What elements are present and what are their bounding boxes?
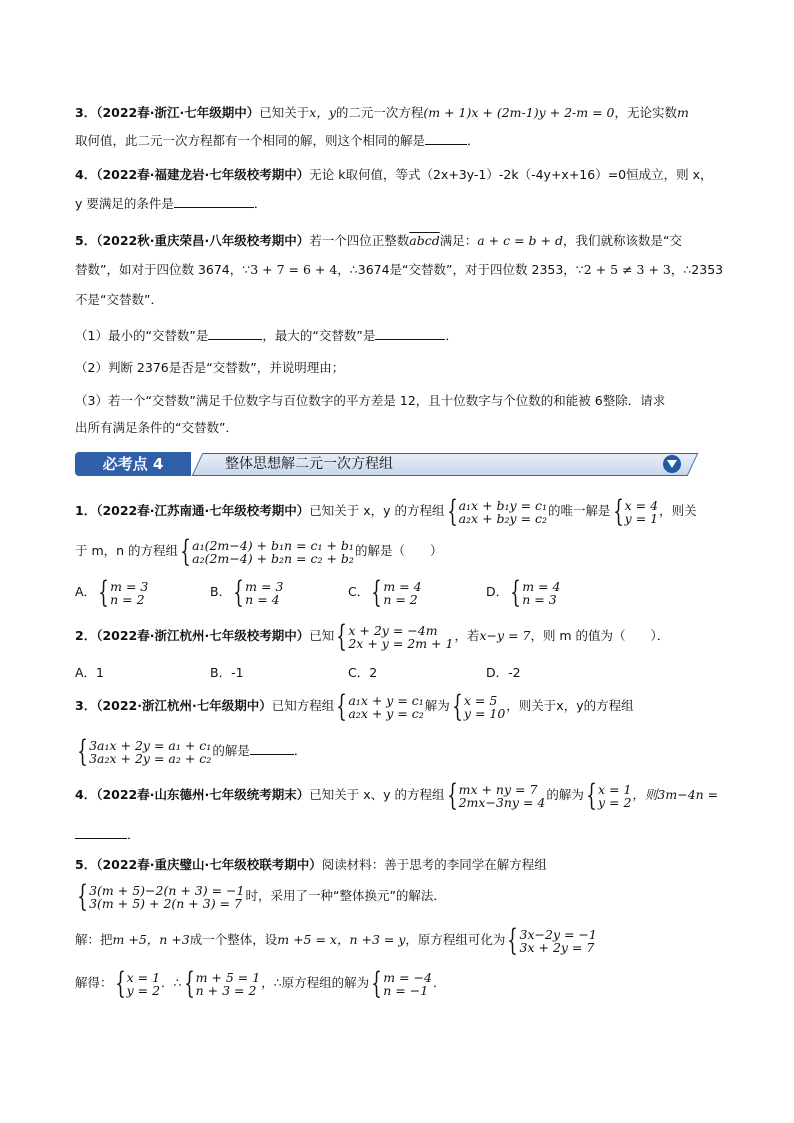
brace: {: [612, 493, 624, 529]
question-text: 已知关于 x，y 的方程组: [309, 503, 445, 518]
solution-system: [183, 965, 261, 1001]
q5-line3: [75, 292, 163, 308]
system-row: 3(m + 5)−2(n + 3) = −1: [89, 882, 245, 898]
brace: {: [114, 965, 126, 1001]
brace: {: [371, 574, 383, 610]
equation-system: [335, 618, 454, 654]
option-text: D．-2: [486, 665, 521, 680]
question-text: 已知: [309, 628, 335, 643]
system-row: m = 3: [110, 578, 149, 594]
question-text: 若一个四位正整数: [309, 233, 410, 248]
system-row: a₁x + y = c₁: [348, 692, 424, 708]
math-expr: m +5 = x，n +3 = y: [277, 932, 406, 947]
question-text: ，则3m−4n =: [632, 787, 719, 802]
punct: ．: [445, 328, 458, 343]
brace: {: [452, 688, 463, 724]
equation-system: [76, 733, 212, 769]
question-text: 解：把: [75, 932, 113, 947]
question-text: （3）若一个“交替数”满足千位数字与百位数字的平方差是 12，且十位数字与个位数的和能被 6整除．请求: [75, 393, 666, 408]
system-row: a₂x + b₂y = c₂: [458, 510, 548, 526]
question-text: ，∴原方程组的解为: [261, 975, 370, 990]
system-row: a₂x + y = c₂: [348, 705, 424, 721]
banner-tag-text: 必考点 4: [102, 455, 164, 473]
system-row: 2x + y = 2m + 1: [348, 635, 454, 651]
brace: {: [180, 533, 191, 569]
s2-line1: [75, 618, 670, 654]
system-row: n = 2: [110, 591, 145, 607]
question-source: （2022秋·重庆荣昌·八年级校考期中）: [96, 233, 310, 248]
brace: {: [336, 618, 348, 654]
q5-line1: [75, 233, 682, 249]
system-row: x = 1: [597, 781, 632, 797]
q4-line1: [75, 167, 713, 183]
s4-line2: [75, 826, 140, 843]
answer-blank[interactable]: [250, 742, 294, 755]
brace: {: [233, 574, 244, 610]
question-number: 3．: [75, 698, 97, 713]
s1-option-d[interactable]: [486, 574, 561, 610]
question-text: 的解是: [212, 743, 250, 758]
question-text: ，最大的“交替数”是: [262, 328, 376, 343]
question-text: ．∴: [161, 975, 182, 990]
punct: ．: [127, 827, 140, 842]
question-text: ，∴2353: [670, 262, 724, 277]
overline-number: abcd: [409, 233, 440, 248]
s1-line1: [75, 493, 697, 529]
chevron-down-icon[interactable]: [663, 455, 681, 473]
question-text: ，则关: [659, 503, 697, 518]
punct: ．: [293, 743, 307, 758]
system-row: 3x + 2y = 7: [519, 939, 595, 955]
solution-system: [585, 777, 632, 813]
section-banner: [75, 452, 615, 476]
question-text: 的解为: [546, 787, 584, 802]
option-label: A．: [75, 584, 97, 599]
brace: {: [371, 965, 382, 1001]
system-row: mx + ny = 7: [458, 781, 538, 797]
brace: {: [586, 777, 597, 813]
equation: a + c = b + d: [477, 233, 563, 248]
question-number: 5．: [75, 857, 97, 872]
question-text: ，无论实数: [614, 105, 677, 120]
q4-line2: [75, 195, 266, 212]
equation: 2 + 5 ≠ 3 + 3: [583, 262, 671, 277]
question-number: 3．: [75, 105, 97, 120]
question-text: 的唯一解是: [548, 503, 611, 518]
q5-part2: [75, 360, 344, 376]
question-text: ，∴3674是“交替数”，对于四位数 2353，∵: [337, 262, 584, 277]
system-row: a₂(2m−4) + b₂n = c₂ + b₂: [192, 550, 354, 566]
answer-blank[interactable]: [425, 132, 467, 145]
s2-option-d[interactable]: [486, 665, 521, 681]
equation: (m + 1)x + (2m-1)y + 2-m = 0: [423, 105, 615, 120]
s5-line4: [75, 965, 446, 1001]
punct: ．: [467, 133, 480, 148]
q5-part3b: [75, 420, 238, 436]
question-text: 取何值，此二元一次方程都有一个相同的解，则这个相同的解是: [75, 133, 426, 148]
question-text: 的二元一次方程: [335, 105, 424, 120]
question-text: 不是“交替数”．: [75, 292, 163, 307]
question-text: ，若: [454, 628, 480, 643]
equation: 3 + 7 = 6 + 4: [250, 262, 338, 277]
system-row: n = 3: [522, 591, 557, 607]
q3-line1: [75, 105, 689, 121]
equation-system: [446, 777, 546, 813]
equation-system: [506, 922, 597, 958]
s1-option-c[interactable]: [348, 574, 423, 610]
question-text: 已知方程组: [271, 698, 335, 713]
question-text: ，原方程组可化为: [405, 932, 506, 947]
system-row: m = 4: [522, 578, 561, 594]
option-text: B．-1: [210, 665, 244, 680]
system-row: n = 2: [383, 591, 418, 607]
brace: {: [77, 733, 88, 769]
q3-line2: [75, 132, 480, 149]
question-source: （2022·浙江杭州·七年级期中）: [96, 698, 272, 713]
system-row: y = 2: [126, 982, 161, 998]
q5-line2: [75, 262, 723, 278]
question-source: （2022春·山东德州·七年级统考期末）: [96, 787, 310, 802]
system-row: 2mx−3ny = 4: [458, 794, 546, 810]
system-row: x = 4: [624, 497, 659, 513]
question-text: y 要满足的条件是: [75, 196, 174, 211]
question-text: 已知关于 x、y 的方程组: [309, 787, 445, 802]
system-row: m = 3: [245, 578, 284, 594]
question-text: （1）最小的“交替数”是: [75, 328, 209, 343]
question-text: 时，采用了一种“整体换元”的解法．: [245, 888, 446, 903]
system-row: a₁(2m−4) + b₁n = c₁ + b₁: [192, 537, 354, 553]
question-number: 5．: [75, 233, 97, 248]
system-row: n = −1: [383, 982, 429, 998]
option-system: [97, 574, 149, 610]
math-expr: x，y: [309, 105, 336, 120]
brace: {: [77, 878, 88, 914]
question-source: （2022春·浙江·七年级期中）: [96, 105, 260, 120]
question-text: 无论 k取何值，等式（2x+3y-1）-2k（-4y+x+16）=0恒成立，则 x，: [309, 167, 713, 182]
question-number: 4．: [75, 787, 97, 802]
system-row: 3a₂x + 2y = a₂ + c₂: [89, 750, 212, 766]
punct: ．: [432, 975, 446, 990]
s3-line1: [75, 688, 634, 724]
system-row: 3(m + 5) + 2(n + 3) = 7: [89, 895, 242, 911]
system-row: m = −4: [383, 969, 432, 985]
option-text: A．1: [75, 665, 105, 680]
system-row: y = 2: [597, 794, 632, 810]
question-text: ，则关于x，y的方程组: [506, 698, 634, 713]
question-text: 的解是（ ）: [354, 543, 443, 558]
equation: x−y = 7: [479, 628, 531, 643]
q5-part1: [75, 327, 458, 344]
q5-part3a: [75, 393, 665, 409]
option-system: [232, 574, 284, 610]
punct: ．: [253, 196, 267, 211]
system-row: m + 5 = 1: [195, 969, 261, 985]
system-row: n + 3 = 2: [195, 982, 257, 998]
system-row: y = 1: [624, 510, 659, 526]
math-expr: m +5，n +3: [112, 932, 190, 947]
system-row: 3a₁x + 2y = a₁ + c₁: [89, 737, 212, 753]
option-label: D．: [486, 584, 509, 599]
question-text: 成一个整体，设: [189, 932, 278, 947]
equation-system: [179, 533, 354, 569]
brace: {: [98, 574, 109, 610]
question-text: ，我们就称该数是“交: [562, 233, 682, 248]
brace: {: [507, 922, 519, 958]
question-text: 解为: [424, 698, 450, 713]
question-source: （2022春·福建龙岩·七年级校考期中）: [96, 167, 310, 182]
s2-option-a[interactable]: [75, 665, 104, 681]
solution-system: [370, 965, 432, 1001]
question-text: 解得：: [75, 975, 113, 990]
brace: {: [510, 574, 521, 610]
brace: {: [446, 493, 458, 529]
system-row: y = 10: [463, 705, 506, 721]
option-system: [370, 574, 422, 610]
option-label: C．: [348, 584, 370, 599]
system-row: n = 4: [245, 591, 280, 607]
s5-line2: [75, 878, 446, 914]
question-text: 阅读材料：善于思考的李同学在解方程组: [321, 857, 547, 872]
equation-system: [446, 493, 548, 529]
s1-option-a[interactable]: [75, 574, 149, 610]
brace: {: [336, 688, 348, 724]
s5-line1: [75, 857, 547, 873]
brace: {: [446, 777, 458, 813]
question-number: 4．: [75, 167, 97, 182]
option-label: B．: [210, 584, 232, 599]
question-text: （2）判断 2376是否是“交替数”，并说明理由；: [75, 360, 345, 375]
solution-system: [451, 688, 506, 724]
question-text: 已知关于: [259, 105, 310, 120]
s3-line2: [75, 733, 307, 769]
question-number: 1．: [75, 503, 97, 518]
math-expr: m: [677, 105, 689, 120]
answer-blank[interactable]: [75, 826, 127, 839]
question-source: （2022春·重庆璧山·七年级校联考期中）: [96, 857, 322, 872]
question-text: ，则 m 的值为（ ）．: [530, 628, 670, 643]
s1-line2: [75, 533, 443, 569]
question-text: 出所有满足条件的“交替数”．: [75, 420, 238, 435]
banner-title: 整体思想解二元一次方程组: [225, 456, 393, 472]
solution-system: [612, 493, 659, 529]
system-row: 3x−2y = −1: [519, 926, 597, 942]
system-row: a₁x + b₁y = c₁: [458, 497, 548, 513]
answer-blank[interactable]: [208, 327, 262, 340]
option-system: [509, 574, 561, 610]
solution-system: [114, 965, 161, 1001]
answer-blank[interactable]: [375, 327, 445, 340]
s5-line3: [75, 922, 598, 958]
question-text: 于 m，n 的方程组: [75, 543, 179, 558]
system-row: x = 5: [463, 692, 498, 708]
brace: {: [183, 965, 195, 1001]
answer-blank[interactable]: [174, 195, 254, 208]
question-source: （2022春·浙江杭州·七年级校考期中）: [96, 628, 310, 643]
s2-option-c[interactable]: [348, 665, 377, 681]
equation-system: [76, 878, 245, 914]
s2-option-b[interactable]: [210, 665, 244, 681]
option-text: C．2: [348, 665, 378, 680]
s1-option-b[interactable]: [210, 574, 284, 610]
question-text: 满足：: [439, 233, 478, 248]
system-row: x + 2y = −4m: [348, 622, 438, 638]
s4-line1: [75, 777, 719, 813]
equation-system: [335, 688, 424, 724]
system-row: x = 1: [126, 969, 161, 985]
question-source: （2022春·江苏南通·七年级校考期中）: [96, 503, 310, 518]
question-text: 替数”，如对于四位数 3674，∵: [75, 262, 251, 277]
system-row: m = 4: [383, 578, 422, 594]
question-number: 2．: [75, 628, 97, 643]
